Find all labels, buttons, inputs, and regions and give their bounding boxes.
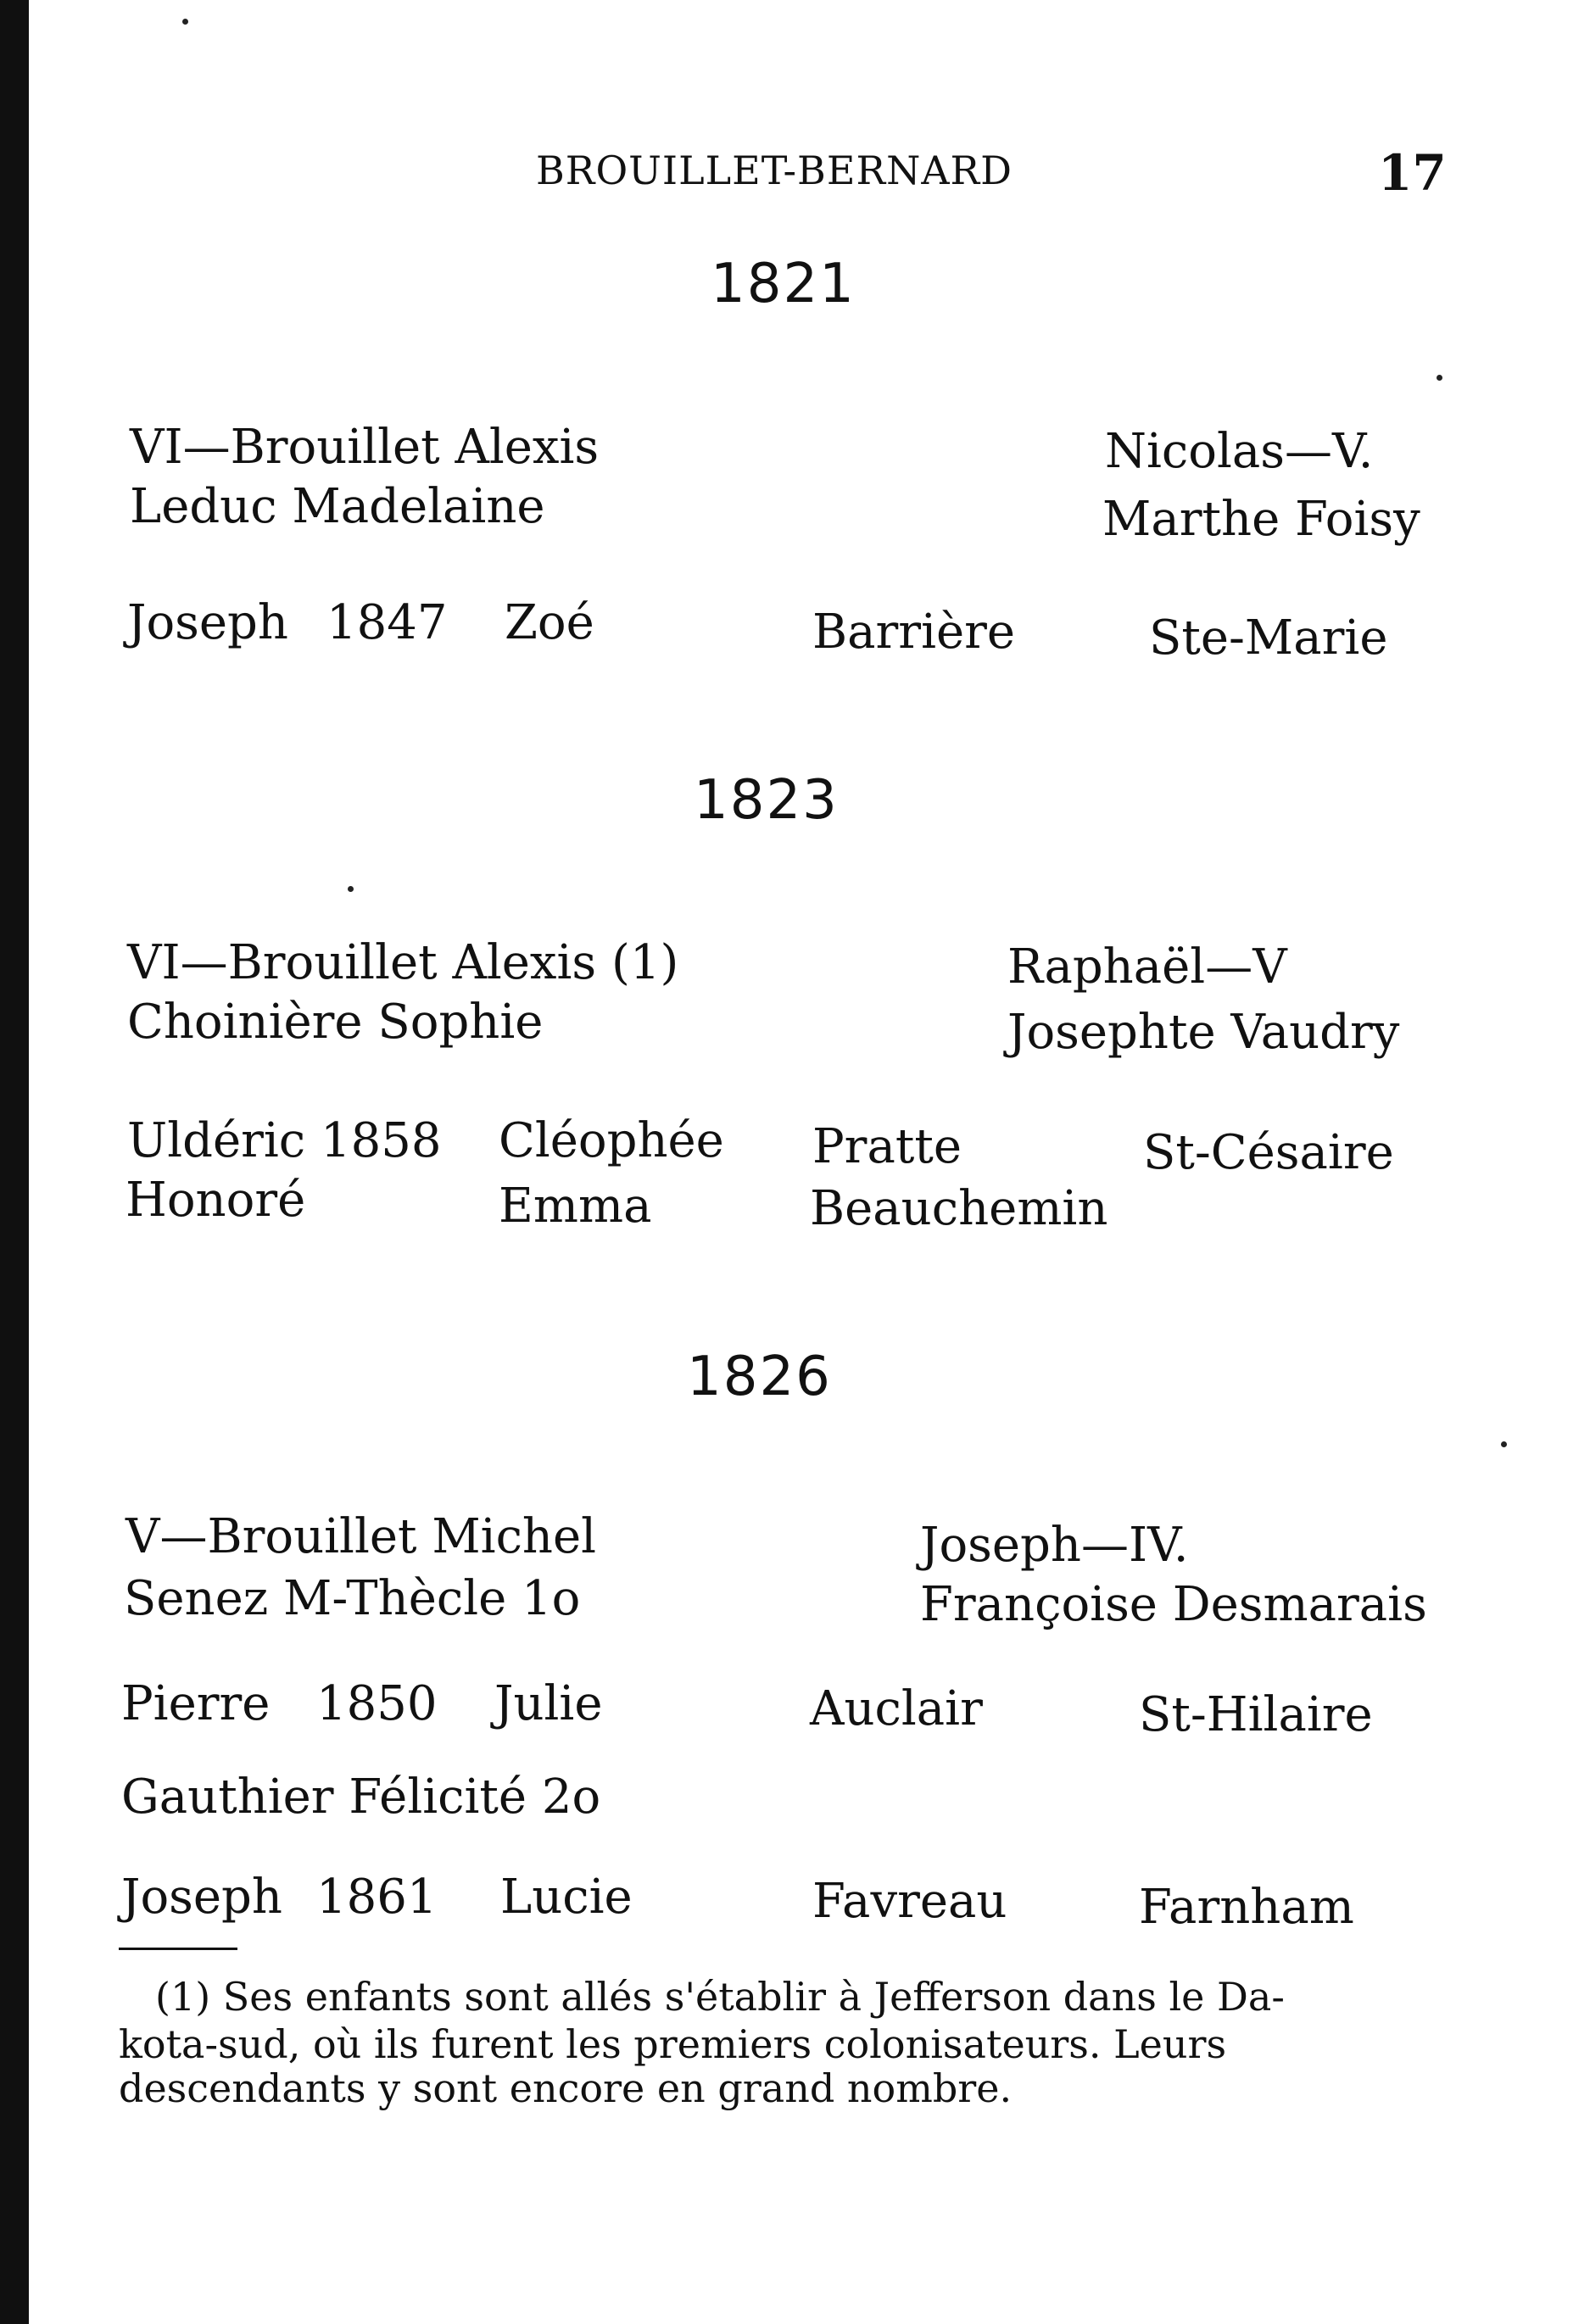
spouse-last-name: Pratte [812, 1119, 962, 1174]
spouse-last-name: Favreau [812, 1874, 1007, 1929]
bride-name: Choinière Sophie [127, 995, 544, 1050]
print-speck [348, 886, 354, 892]
child-name: Uldéric [127, 1113, 306, 1168]
groom-name: VI—Brouillet Alexis (1) [127, 935, 679, 990]
spouse-last-name: Beauchemin [810, 1181, 1108, 1236]
child-name: Pierre [121, 1676, 271, 1731]
child-name: Honoré [126, 1173, 306, 1228]
bride-name: Leduc Madelaine [130, 479, 545, 534]
bride-parent: Marthe Foisy [1102, 492, 1420, 547]
second-wife-name: Gauthier Félicité 2o [121, 1769, 601, 1825]
groom-parent: Nicolas—V. [1105, 424, 1374, 479]
entry-year: 1826 [687, 1346, 832, 1408]
marriage-place: St-Césaire [1143, 1125, 1394, 1180]
entry-year: 1823 [694, 769, 839, 832]
footnote-line: descendants y sont encore en grand nombre. [119, 2065, 1013, 2111]
print-speck [1437, 375, 1442, 381]
footnote-line: (1) Ses enfants sont allés s'établir à Jefferson dans le Da- [155, 1974, 1285, 2020]
spouse-first-name: Emma [499, 1179, 652, 1234]
entry-year: 1821 [711, 253, 856, 315]
groom-name: VI—Brouillet Alexis [130, 420, 600, 475]
groom-name: V—Brouillet Michel [126, 1509, 597, 1564]
page-number: 17 [1378, 144, 1447, 202]
child-name: Joseph [121, 1870, 282, 1925]
spouse-last-name: Barrière [812, 605, 1016, 660]
bride-parent: Josephte Vaudry [1007, 1005, 1400, 1060]
bride-name: Senez M-Thècle 1o [124, 1571, 581, 1626]
spouse-first-name: Lucie [500, 1870, 633, 1925]
footnote-rule [119, 1948, 237, 1950]
child-year: 1858 [321, 1113, 442, 1168]
child-year: 1850 [316, 1676, 438, 1731]
page-binding-edge [0, 0, 29, 2324]
print-speck [182, 19, 188, 25]
groom-parent: Joseph—IV. [920, 1518, 1189, 1573]
bride-parent: Françoise Desmarais [920, 1577, 1427, 1632]
child-name: Joseph [127, 595, 288, 650]
marriage-place: Ste-Marie [1149, 610, 1388, 666]
running-title: BROUILLET-BERNARD [536, 148, 1013, 193]
child-year: 1861 [316, 1870, 438, 1925]
footnote-line: kota-sud, où ils furent les premiers colonisateurs. Leurs [119, 2021, 1227, 2067]
spouse-first-name: Zoé [505, 595, 594, 650]
print-speck [1501, 1441, 1507, 1447]
spouse-last-name: Auclair [810, 1681, 983, 1736]
marriage-place: Farnham [1139, 1880, 1354, 1935]
spouse-first-name: Julie [494, 1676, 603, 1731]
spouse-first-name: Cléophée [499, 1113, 724, 1168]
child-year: 1847 [326, 595, 448, 650]
marriage-place: St-Hilaire [1139, 1687, 1373, 1742]
groom-parent: Raphaël—V [1007, 939, 1287, 995]
